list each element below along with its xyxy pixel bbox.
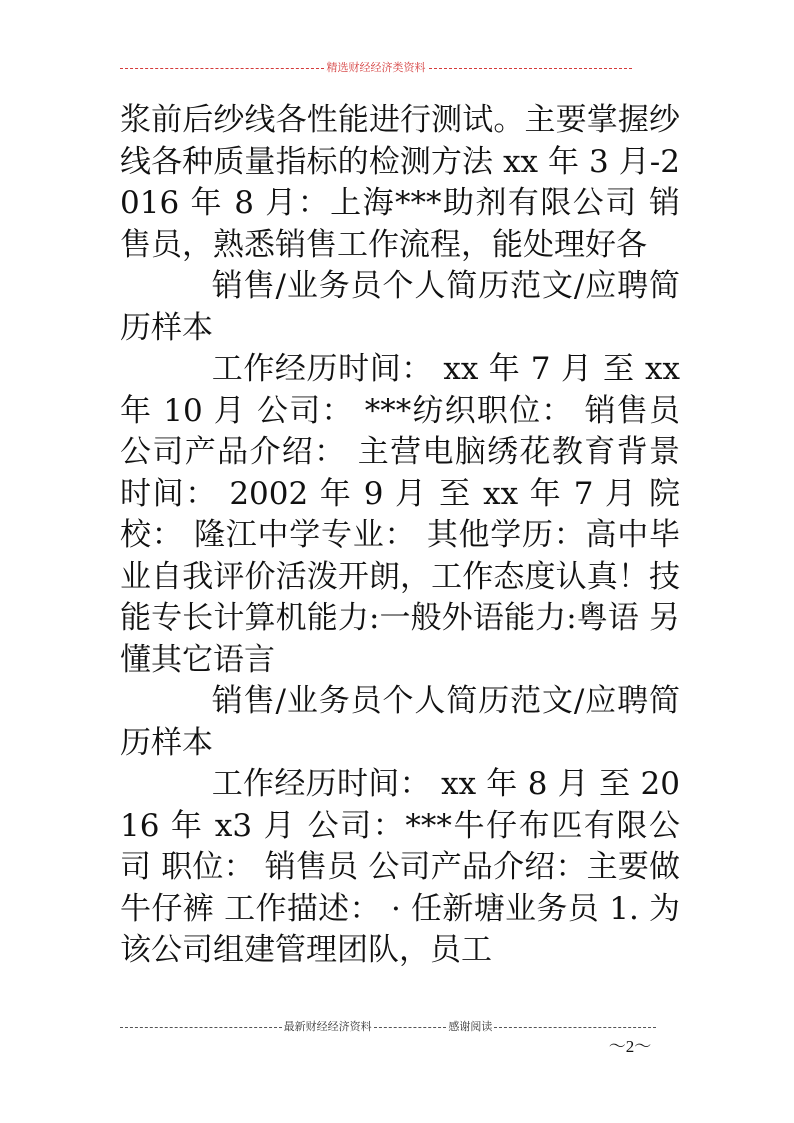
page-number: ～2～	[608, 1037, 652, 1056]
footer-divider-right	[494, 1027, 656, 1028]
section-heading-1: 销售/业务员个人简历范文/应聘简历样本	[120, 268, 680, 346]
paragraph-2: 工作经历时间： xx 年 7 月 至 xx 年 10 月 公司： ***纺织职位： 销售员公司产品介绍： 主营电脑绣花教育背景时间： 2002 年 9 月 至 xx 年 7 月 院校： 隆江中学专业： 其他学历：高中毕业自我评价活泼开朗，工作态度认真！技能专长计算机能力:一般外语能力:粤语 另懂其它语言	[120, 351, 680, 678]
footer-divider-left	[120, 1027, 282, 1028]
header-divider-right	[429, 68, 633, 69]
paragraph-3: 工作经历时间： xx 年 8 月 至 2016 年 x3 月 公司：***牛仔布匹有限公司 职位： 销售员 公司产品介绍：主要做牛仔裤 工作描述： · 任新塘业务员 1. 为该公司组建管理团队，员工	[120, 766, 680, 968]
footer-left-label: 最新财经经济资料	[283, 1020, 372, 1033]
footer-divider-middle	[374, 1027, 447, 1028]
page-footer	[120, 1020, 656, 1034]
document-body	[120, 100, 680, 972]
header-divider-left	[120, 68, 324, 69]
section-heading-2: 销售/业务员个人简历范文/应聘简历样本	[120, 683, 680, 761]
page-header	[120, 60, 632, 76]
paragraph-1: 浆前后纱线各性能进行测试。主要掌握纱线各种质量指标的检测方法 xx 年 3 月-2016 年 8 月：上海***助剂有限公司 销售员，熟悉销售工作流程，能处理好各	[120, 102, 680, 263]
header-label: 精选财经经济类资料	[326, 61, 426, 74]
footer-right-label: 感谢阅读	[448, 1020, 493, 1033]
